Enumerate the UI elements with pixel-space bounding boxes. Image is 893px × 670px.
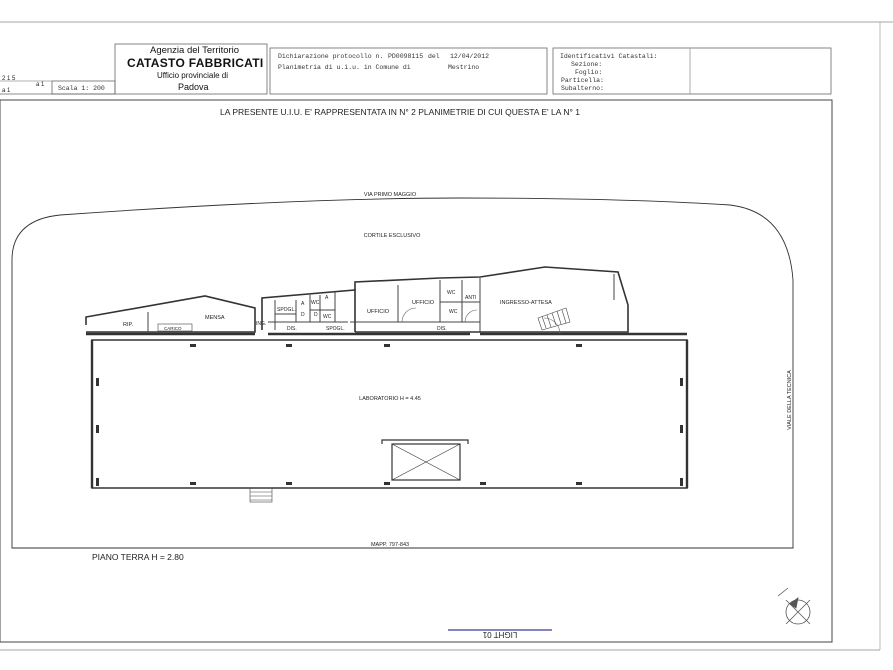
room-spogl-left: SPOGL. [277,307,296,313]
room-d2: D [314,312,318,318]
room-dis-left: DIS. [287,326,297,332]
protocol-box [270,48,547,94]
catasto-title: CATASTO FABBRICATI [127,56,264,70]
room-rip: RIP. [123,322,133,328]
mapp-label: MAPP. 797-843 [370,542,410,548]
room-spogl-right: SPOGL. [326,326,345,332]
room-mensa: MENSA [205,315,225,321]
comune-name: Mestrino [448,64,480,71]
sezione-label: Sezione: [571,61,603,68]
room-a1: A [301,301,305,307]
protocol-del: del [428,53,440,60]
room-a2: A [325,295,329,301]
ufficio-label: Ufficio provinciale di [157,71,228,80]
protocol-number: PD0098115 [388,53,424,60]
edge-mark: a 1 [36,82,45,88]
city-name: Padova [178,82,209,92]
plan-title: LA PRESENTE U.I.U. E' RAPPRESENTATA IN N° 2 PLANIMETRIE DI CUI QUESTA E' LA N° 1 [220,107,580,117]
ident-box [553,48,831,94]
foglio-label: Foglio: [575,69,603,76]
particella-label: Particella: [561,77,604,84]
room-ingresso: INGRESSO-ATTESA [500,300,552,306]
edge-mark: 2 1 5 [2,76,16,82]
floor-label: PIANO TERRA H = 2.80 [92,552,184,562]
staircase-icon [538,308,570,330]
room-ufficio1: UFFICIO [367,309,389,315]
planimetria-label: Planimetria di u.i.u. in Comune di [278,64,411,71]
agency-name: Agenzia del Territorio [150,45,240,56]
room-laboratorio: LABORATORIO H = 4.45 [359,396,421,402]
laboratory-outline [92,340,687,488]
room-wc3: WC [447,290,456,296]
room-anti: ANTI [465,295,477,301]
room-wc4: WC [449,309,458,315]
lot-boundary [12,198,793,548]
courtyard-label: CORTILE ESCLUSIVO [363,233,421,239]
edge-mark: a 1 [2,88,11,94]
footer-stamp: LIGHT 01 [482,630,518,639]
room-dis-right: DIS. [437,326,447,332]
street-right-label: VIALE DELLA TECNICA [787,370,793,430]
room-wc1: WC [311,300,320,306]
room-ufficio2: UFFICIO [412,300,434,306]
protocol-label: Dichiarazione protocollo n. [278,53,384,60]
north-arrow-icon [778,588,810,624]
external-stair-icon [250,488,272,502]
room-carico: CARICO [164,326,182,331]
subalterno-label: Subalterno: [561,85,604,92]
protocol-date: 12/04/2012 [450,53,490,60]
logo-box [115,44,267,94]
room-ing: ING. [256,321,267,327]
ident-title: Identificativi Catastali: [560,53,658,60]
scale-label: Scala 1: 200 [58,85,105,92]
room-wc2: WC [323,314,332,320]
room-d1: D [301,312,305,318]
lift-shaft-icon [382,440,468,480]
street-top-label: VIA PRIMO MAGGIO [363,192,417,198]
scale-box [52,81,115,94]
